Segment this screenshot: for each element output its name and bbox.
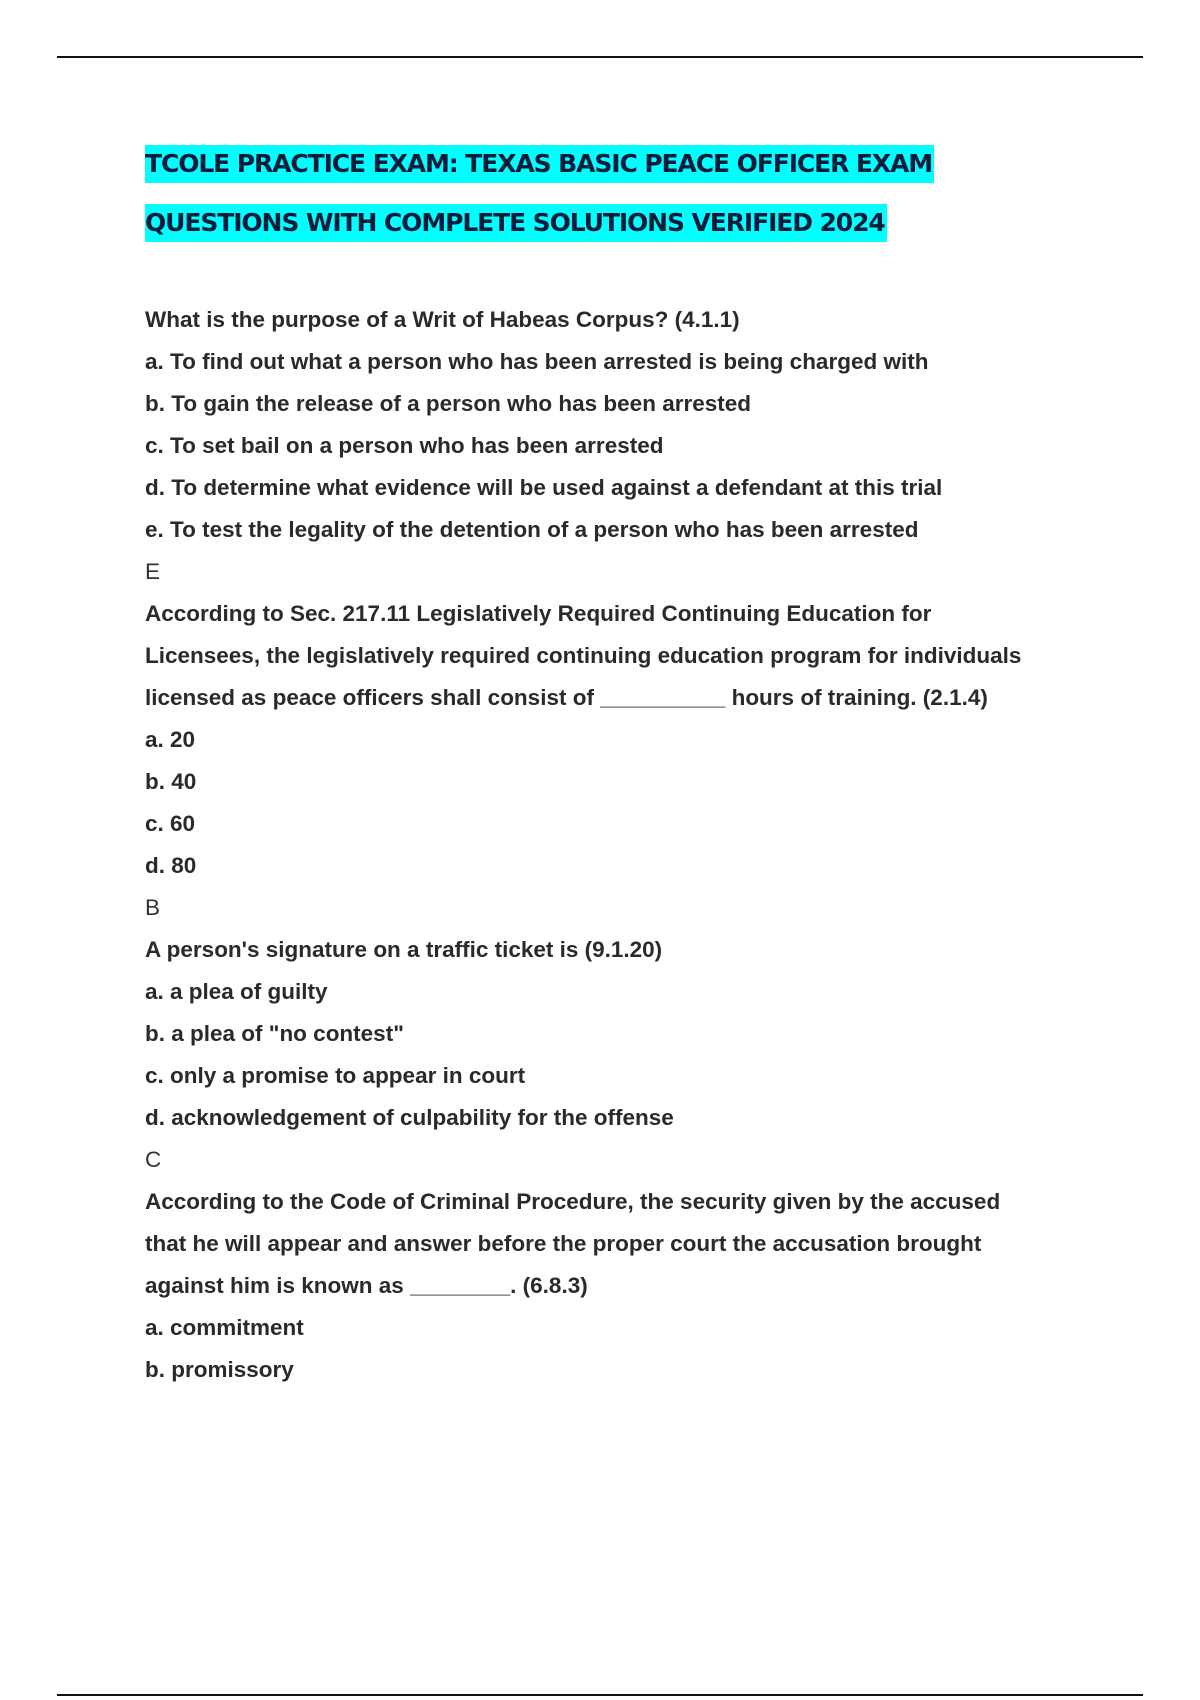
correct-answer: C <box>145 1147 162 1172</box>
answer-option: d. 80 <box>145 853 197 878</box>
answer-option: c. only a promise to appear in court <box>145 1063 526 1088</box>
question-text: Licensees, the legislatively required continuing education program for individuals <box>145 643 1022 668</box>
answer-option: a. a plea of guilty <box>145 979 328 1004</box>
correct-answer: B <box>145 895 161 920</box>
question-text: According to Sec. 217.11 Legislatively Required Continuing Education for <box>145 601 932 626</box>
answer-option: c. To set bail on a person who has been arrested <box>145 433 664 458</box>
answer-option: a. 20 <box>145 727 196 752</box>
question-text: A person's signature on a traffic ticket is (9.1.20) <box>145 937 663 962</box>
answer-option: a. To find out what a person who has been arrested is being charged with <box>145 349 929 374</box>
question-text: According to the Code of Criminal Procedure, the security given by the accused <box>145 1189 1001 1214</box>
answer-option: b. 40 <box>145 769 197 794</box>
answer-option: d. acknowledgement of culpability for the offense <box>145 1105 674 1130</box>
question-text: against him is known as ________. (6.8.3) <box>145 1273 588 1298</box>
title-line-1: TCOLE PRACTICE EXAM: TEXAS BASIC PEACE OFFICER EXAM <box>145 145 934 183</box>
correct-answer: E <box>145 559 161 584</box>
answer-option: c. 60 <box>145 811 196 836</box>
answer-option: d. To determine what evidence will be used against a defendant at this trial <box>145 475 943 500</box>
top-rule <box>57 56 1143 58</box>
question-text: that he will appear and answer before the proper court the accusation brought <box>145 1231 982 1256</box>
question-list <box>145 299 1145 1391</box>
question-text: licensed as peace officers shall consist of __________ hours of training. (2.1.4) <box>145 685 988 710</box>
answer-option: b. To gain the release of a person who has been arrested <box>145 391 751 416</box>
title-line-2: QUESTIONS WITH COMPLETE SOLUTIONS VERIFIED 2024 <box>145 204 887 242</box>
answer-option: a. commitment <box>145 1315 304 1340</box>
answer-option: b. promissory <box>145 1357 294 1382</box>
answer-option: b. a plea of "no contest" <box>145 1021 404 1046</box>
question-text: What is the purpose of a Writ of Habeas Corpus? (4.1.1) <box>145 307 740 332</box>
bottom-rule <box>57 1694 1143 1696</box>
document-title <box>145 145 1105 263</box>
answer-option: e. To test the legality of the detention of a person who has been arrested <box>145 517 919 542</box>
